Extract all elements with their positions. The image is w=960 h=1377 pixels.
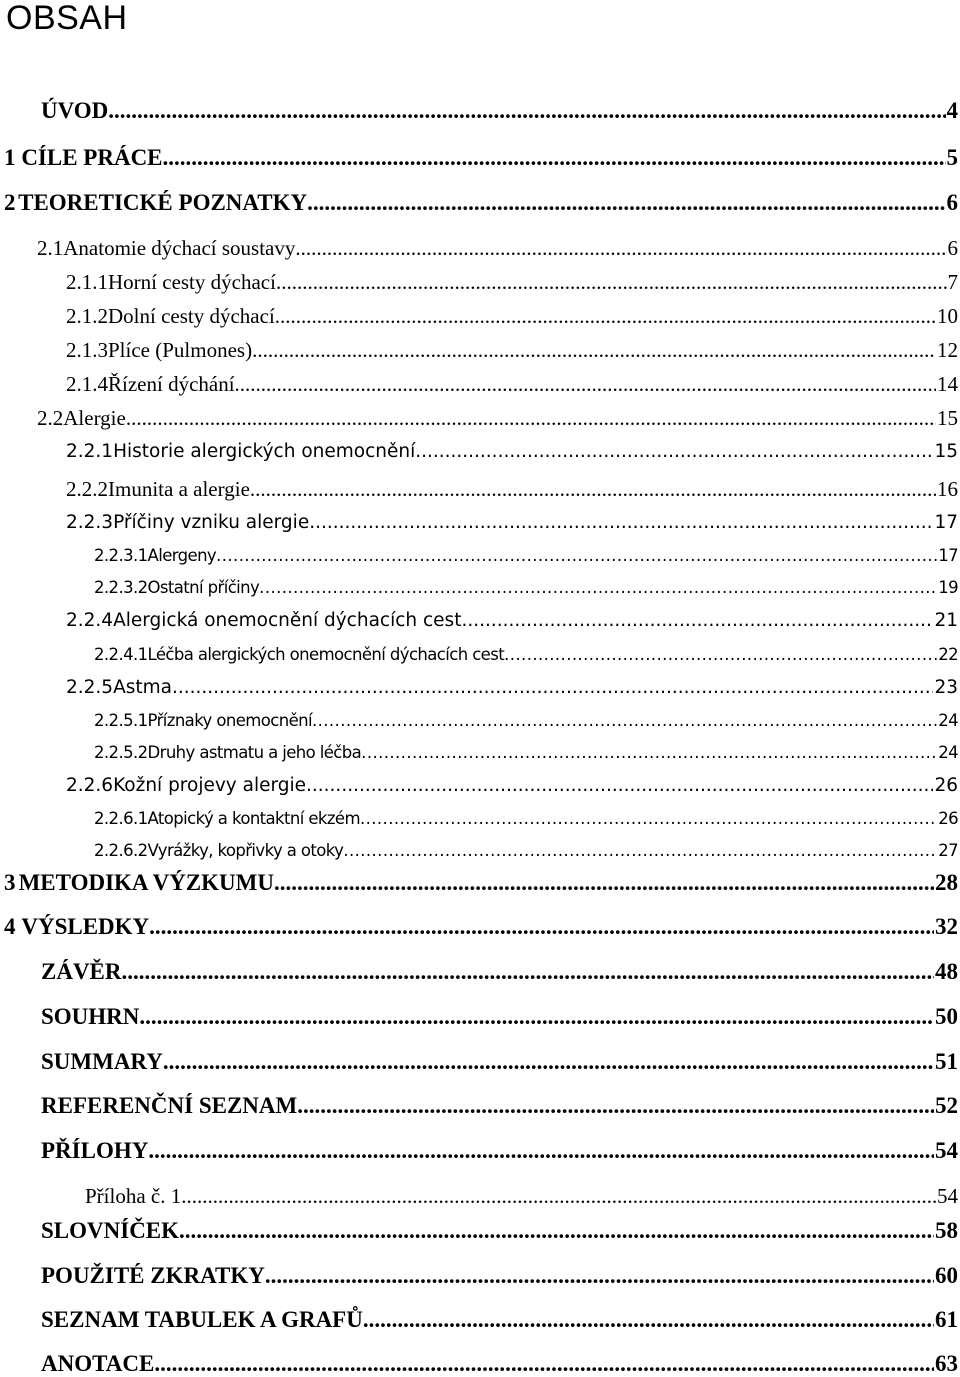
toc-entry-label: ANOTACE [41, 1351, 155, 1376]
dot-leader [163, 145, 946, 171]
toc-entry-pouzite-zkratky[interactable] [41, 1263, 958, 1289]
toc-entry-page: 22 [938, 645, 958, 664]
toc-entry-label: Dolní cesty dýchací [108, 304, 275, 328]
dot-leader [108, 98, 945, 124]
toc-entry-number: 2.2.3 [66, 512, 114, 533]
toc-entry-2-2-5[interactable] [66, 677, 958, 699]
toc-entry-label: Plíce (Pulmones) [108, 338, 253, 362]
toc-entry-page: 12 [937, 338, 958, 362]
toc-entry-label: CÍLE PRÁCE [21, 145, 163, 170]
toc-entry-number: 2.2.2 [66, 477, 108, 501]
toc-entry-label: POUŽITÉ ZKRATKY [41, 1263, 265, 1288]
toc-entry-label: TEORETICKÉ POZNATKY [18, 190, 308, 215]
toc-entry-page: 54 [935, 1138, 958, 1163]
toc-entry-label: SLOVNÍČEK [41, 1218, 180, 1243]
dot-leader [181, 1184, 936, 1208]
toc-entry-2-1[interactable] [37, 236, 958, 260]
toc-entry-page: 52 [935, 1093, 958, 1118]
toc-entry-2-2-2[interactable] [66, 477, 958, 501]
toc-entry-label: SOUHRN [41, 1004, 140, 1029]
toc-entry-2-2-6-1[interactable] [94, 809, 958, 829]
toc-entry-label: Vyrážky, kopřivky a otoky [147, 841, 344, 860]
dot-leader [363, 1307, 934, 1333]
toc-entry-label: Příloha č. 1 [85, 1184, 182, 1208]
toc-entry-page: 63 [935, 1351, 958, 1376]
toc-entry-seznam-tabulek[interactable] [41, 1307, 958, 1333]
toc-entry-label: Imunita a alergie [108, 477, 250, 501]
toc-entry-page: 24 [938, 743, 958, 762]
dot-leader [259, 578, 937, 598]
dot-leader [312, 711, 937, 731]
toc-entry-souhrn[interactable] [41, 1004, 958, 1030]
toc-entry-number: 2.1.3 [66, 338, 108, 362]
dot-leader [265, 1263, 934, 1289]
toc-entry-anotace[interactable] [41, 1351, 958, 1377]
toc-entry-label: Astma [113, 677, 172, 698]
dot-leader [122, 959, 934, 985]
toc-entry-number: 2.2.6.1 [94, 809, 148, 828]
toc-entry-2-1-2[interactable] [66, 304, 958, 328]
toc-entry-2-1-4[interactable] [66, 372, 958, 396]
toc-entry-page: 15 [934, 441, 958, 462]
toc-entry-referencni-seznam[interactable] [41, 1093, 958, 1119]
toc-entry-2-2-1[interactable] [66, 441, 958, 463]
dot-leader [306, 775, 933, 797]
dot-leader [295, 236, 946, 260]
dot-leader [461, 610, 933, 632]
toc-entry-1[interactable] [4, 145, 958, 171]
toc-entry-page: 50 [935, 1004, 958, 1029]
toc-entry-page: 60 [935, 1263, 958, 1288]
toc-entry-label: ZÁVĚR [41, 959, 122, 984]
toc-entry-number: 2.2.3.2 [94, 578, 148, 597]
toc-entry-label: Ostatní příčiny [147, 578, 260, 597]
toc-entry-number: 2 [4, 190, 16, 215]
toc-entry-number: 2.2.1 [66, 441, 114, 462]
toc-entry-number: 2.2.5.1 [94, 711, 148, 730]
toc-entry-label: Kožní projevy alergie [113, 775, 307, 796]
toc-entry-label: Řízení dýchání [108, 372, 235, 396]
toc-entry-label: ÚVOD [41, 98, 109, 123]
page-title: OBSAH [6, 0, 128, 37]
toc-entry-page: 51 [935, 1049, 958, 1074]
toc-entry-label: Příčiny vzniku alergie [113, 512, 310, 533]
toc-entry-number: 2.1.1 [66, 270, 108, 294]
toc-entry-page: 26 [938, 809, 958, 828]
toc-entry-number: 2.2.6.2 [94, 841, 148, 860]
toc-entry-page: 61 [935, 1307, 958, 1332]
toc-entry-2-2-3[interactable] [66, 512, 958, 534]
dot-leader [163, 1049, 934, 1075]
toc-entry-page: 19 [938, 578, 958, 597]
toc-entry-priloha-1[interactable] [85, 1184, 958, 1208]
dot-leader [360, 809, 937, 829]
toc-entry-3[interactable] [4, 870, 958, 896]
toc-entry-zaver[interactable] [41, 959, 958, 985]
toc-entry-label: Atopický a kontaktní ekzém [147, 809, 360, 828]
toc-entry-page: 5 [946, 145, 958, 170]
toc-entry-uvod[interactable] [41, 98, 958, 124]
toc-entry-2-2-5-2[interactable] [94, 743, 958, 763]
dot-leader [172, 677, 933, 699]
toc-entry-page: 17 [938, 546, 958, 565]
dot-leader [250, 477, 936, 501]
toc-entry-label: Alergeny [147, 546, 217, 565]
toc-entry-page: 14 [937, 372, 958, 396]
toc-entry-2-2-6[interactable] [66, 775, 958, 797]
dot-leader [275, 304, 936, 328]
toc-entry-page: 4 [946, 98, 958, 123]
toc-entry-2[interactable] [4, 190, 958, 216]
dot-leader [179, 1218, 934, 1244]
toc-entry-page: 17 [934, 512, 958, 533]
toc-entry-number: 2.2.4.1 [94, 645, 148, 664]
dot-leader [343, 841, 937, 861]
toc-entry-label: VÝSLEDKY [21, 914, 150, 939]
dot-leader [139, 1004, 934, 1030]
toc-entry-page: 15 [937, 406, 958, 430]
toc-entry-label: Druhy astmatu a jeho léčba [147, 743, 362, 762]
dot-leader [309, 512, 933, 534]
toc-entry-page: 27 [938, 841, 958, 860]
toc-entry-2-1-1[interactable] [66, 270, 958, 294]
toc-entry-prilohy[interactable] [41, 1138, 958, 1164]
toc-entry-number: 3 [4, 870, 16, 895]
toc-entry-label: Alergická onemocnění dýchacích cest [113, 610, 462, 631]
toc-entry-slovnicek[interactable] [41, 1218, 958, 1244]
toc-entry-page: 21 [934, 610, 958, 631]
toc-entry-number: 2.2.4 [66, 610, 114, 631]
toc-entry-page: 23 [934, 677, 958, 698]
toc-entry-2-2-3-2[interactable] [94, 578, 958, 598]
dot-leader [148, 1138, 934, 1164]
dot-leader [415, 441, 933, 463]
toc-entry-label: PŘÍLOHY [41, 1138, 149, 1163]
toc-entry-2-2-4[interactable] [66, 610, 958, 632]
dot-leader [235, 372, 936, 396]
toc-entry-number: 2.2.3.1 [94, 546, 148, 565]
toc-entry-page: 26 [934, 775, 958, 796]
dot-leader [297, 1093, 934, 1119]
toc-entry-label: METODIKA VÝZKUMU [18, 870, 274, 895]
toc-entry-label: Historie alergických onemocnění [113, 441, 416, 462]
toc-entry-number: 2.1 [37, 236, 64, 260]
toc-entry-page: 10 [937, 304, 958, 328]
toc-entry-page: 16 [937, 477, 958, 501]
toc-entry-label: Anatomie dýchací soustavy [63, 236, 296, 260]
toc-entry-number: 2.2.6 [66, 775, 114, 796]
dot-leader [216, 546, 937, 566]
dot-leader [276, 270, 947, 294]
toc-entry-label: Alergie [63, 406, 126, 430]
toc-entry-page: 54 [937, 1184, 958, 1208]
toc-entry-page: 32 [935, 914, 958, 939]
toc-entry-2-2-6-2[interactable] [94, 841, 958, 861]
toc-entry-page: 6 [947, 236, 958, 260]
toc-entry-page: 24 [938, 711, 958, 730]
dot-leader [252, 338, 936, 362]
dot-leader [126, 406, 936, 430]
toc-entry-number: 4 [4, 914, 16, 939]
toc-entry-number: 2.2 [37, 406, 64, 430]
toc-entry-page: 48 [935, 959, 958, 984]
toc-entry-page: 58 [935, 1218, 958, 1243]
toc-entry-number: 2.2.5 [66, 677, 114, 698]
toc-entry-page: 28 [935, 870, 958, 895]
toc-entry-page: 6 [946, 190, 958, 215]
toc-entry-number: 1 [4, 145, 16, 170]
toc-entry-summary[interactable] [41, 1049, 958, 1075]
toc-entry-page: 7 [947, 270, 958, 294]
toc-entry-2-2[interactable] [37, 406, 958, 430]
dot-leader [307, 190, 945, 216]
toc-entry-2-2-3-1[interactable] [94, 546, 958, 566]
toc-entry-label: SEZNAM TABULEK A GRAFŮ [41, 1307, 363, 1332]
dot-leader [361, 743, 937, 763]
toc-entry-label: Horní cesty dýchací [108, 270, 276, 294]
dot-leader [149, 914, 934, 940]
toc-entry-label: REFERENČNÍ SEZNAM [41, 1093, 298, 1118]
dot-leader [504, 645, 937, 665]
toc-entry-number: 2.1.4 [66, 372, 108, 396]
toc-entry-number: 2.2.5.2 [94, 743, 148, 762]
toc-entry-2-2-5-1[interactable] [94, 711, 958, 731]
toc-entry-2-2-4-1[interactable] [94, 645, 958, 665]
toc-entry-label: SUMMARY [41, 1049, 163, 1074]
dot-leader [154, 1351, 934, 1377]
toc-entry-4[interactable] [4, 914, 958, 940]
toc-entry-number: 2.1.2 [66, 304, 108, 328]
toc-entry-label: Léčba alergických onemocnění dýchacích cest [147, 645, 505, 664]
toc-entry-label: Příznaky onemocnění [147, 711, 312, 730]
toc-entry-2-1-3[interactable] [66, 338, 958, 362]
dot-leader [274, 870, 934, 896]
